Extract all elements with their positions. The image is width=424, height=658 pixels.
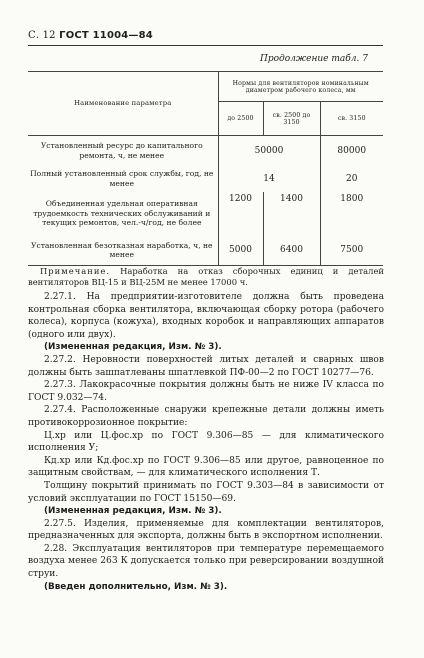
page-number: С. 12 bbox=[28, 30, 56, 41]
param-header: Наименование параметра bbox=[28, 72, 218, 136]
coating-item-t: Кд.хр или Кд.фос.хр по ГОСТ 9.306—85 или другое, равноценное по защитным свойствам, — для климатического исполнения Т. bbox=[28, 455, 384, 479]
note-label: Примечание. bbox=[40, 266, 111, 276]
subheader-1: до 2500 bbox=[218, 102, 263, 136]
paragraph-2-27-3: 2.27.3. Лакокрасочные покрытия должны быть не ниже IV класса по ГОСТ 9.032—74. bbox=[28, 380, 384, 403]
paragraph-2-28: 2.28. Эксплуатация вентиляторов при температуре перемещаемого воздуха менее 263 К допускается только при реверсировании воздушной струи. bbox=[28, 543, 384, 580]
header-rule bbox=[28, 45, 383, 46]
subheader-2: св. 2500 до 3150 bbox=[263, 102, 320, 136]
row-3-value-3: 1800 bbox=[320, 192, 383, 236]
group-header: Нормы для вентиляторов номинальным диаметром рабочего колеса, мм bbox=[218, 72, 383, 102]
row-3-value-1: 1200 bbox=[218, 192, 263, 236]
paragraph-2-27-2: 2.27.2. Неровности поверхностей литых деталей и сварных швов должны быть зашпатлеваны шпатлевкой ПФ-00—2 по ГОСТ 10277—76. bbox=[28, 354, 384, 378]
row-3-value-2: 1400 bbox=[263, 192, 320, 236]
paragraph-2-27-1: 2.27.1. На предприятии-изготовителе должна быть проведена контрольная сборка вентилятора, включающая сборку ротора (рабочего колеса), корпуса (кожуха), входных коробок и направляющих аппаратов (одного или двух). bbox=[28, 292, 384, 340]
row-4-value-2: 6400 bbox=[263, 236, 320, 266]
coating-item-u: Ц.хр или Ц.фос.хр по ГОСТ 9.306—85 — для климатического исполнения У; bbox=[28, 430, 384, 454]
row-4-value-3: 7500 bbox=[320, 236, 383, 266]
amendment-note: (Введен дополнительно, Изм. № 3). bbox=[44, 581, 228, 592]
row-4-value-1: 5000 bbox=[218, 236, 263, 266]
table-continuation-label: Продолжение табл. 7 bbox=[260, 54, 368, 64]
paragraph-2-27-4: 2.27.4. Расположенные снаружи крепежные детали должны иметь противокоррозионное покрытие: bbox=[28, 405, 384, 428]
note-text: Наработка на отказ сборочных единиц и деталей вентиляторов ВЦ-15 и ВЦ-25М не менее 17000 ч. bbox=[28, 266, 384, 287]
amendment-note: (Измененная редакция, Изм. № 3). bbox=[44, 506, 222, 517]
row-4-name: Установленная безотказная наработка, ч, не менее bbox=[28, 236, 218, 266]
subheader-3: св. 3150 bbox=[320, 102, 383, 136]
standard-code: ГОСТ 11004—84 bbox=[59, 30, 153, 41]
note-paragraph bbox=[28, 266, 384, 288]
row-1-value-2: 80000 bbox=[320, 136, 383, 166]
amendment-note: (Измененная редакция, Изм. № 3). bbox=[44, 342, 222, 353]
row-1-value-1: 50000 bbox=[218, 136, 320, 166]
row-2-value-2: 20 bbox=[320, 166, 383, 192]
row-2-value-1: 14 bbox=[218, 166, 320, 192]
parameters-table bbox=[28, 71, 383, 266]
row-2-name: Полный установленный срок службы, год, не менее bbox=[30, 168, 214, 188]
table-note bbox=[28, 266, 384, 288]
paragraph-2-27-5: 2.27.5. Изделия, применяемые для комплектации вентиляторов, предназначенных для экспорта, должны быть в экспортном исполнении. bbox=[28, 518, 384, 542]
page-header bbox=[28, 30, 153, 41]
row-1-name: Установленный ресурс до капитального ремонта, ч, не менее bbox=[40, 141, 203, 160]
coating-thickness-paragraph: Толщину покрытий принимать по ГОСТ 9.303—84 в зависимости от условий эксплуатации по ГОСТ 15150—69. bbox=[28, 480, 384, 504]
row-3-name: Объединенная удельная оперативная трудоемкость технических обслуживаний и текущих ремонтов, чел.-ч/год, не более bbox=[33, 199, 211, 228]
document-body bbox=[28, 291, 384, 593]
